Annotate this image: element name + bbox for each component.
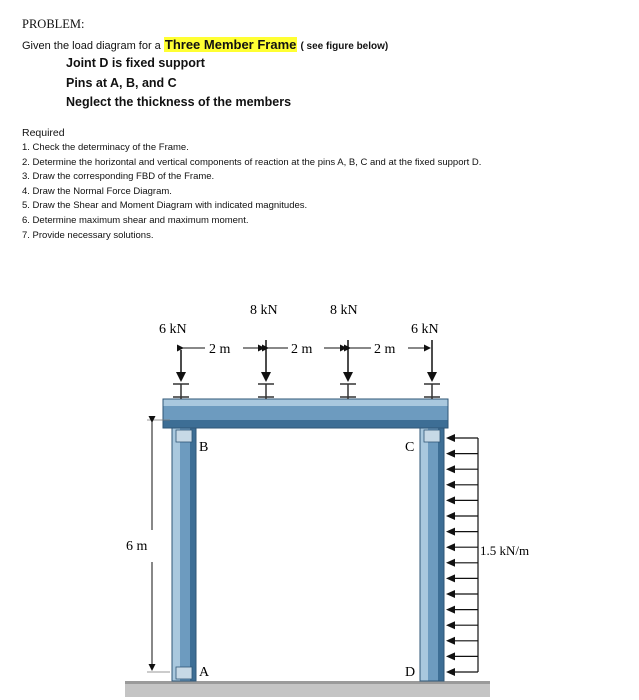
required-item: 6. Determine maximum shear and maximum moment. bbox=[22, 214, 249, 226]
beam-member bbox=[163, 399, 448, 428]
distributed-load-arrowhead bbox=[446, 621, 455, 629]
distributed-load-arrowhead bbox=[446, 652, 455, 660]
spacing-label-1: 2 m bbox=[209, 342, 231, 357]
joint-label-c: C bbox=[405, 440, 415, 455]
ground bbox=[125, 683, 490, 697]
required-item: 2. Determine the horizontal and vertical components of reaction at the pins A, B, C and at the fixed support D. bbox=[22, 156, 482, 168]
required-item: 1. Check the determinacy of the Frame. bbox=[22, 142, 189, 153]
joint-label-d: D bbox=[405, 665, 416, 680]
point-load-3 bbox=[340, 340, 356, 399]
height-label: 6 m bbox=[126, 539, 148, 554]
distributed-load-arrowhead bbox=[446, 481, 455, 489]
distributed-load-arrowhead bbox=[446, 496, 455, 504]
required-item: 4. Draw the Normal Force Diagram. bbox=[22, 185, 172, 197]
required-item: 7. Provide necessary solutions. bbox=[22, 229, 154, 241]
distributed-load-arrowhead bbox=[446, 637, 455, 645]
distributed-load-arrowhead bbox=[446, 450, 455, 458]
condition-fixed-support: Joint D is fixed support bbox=[66, 56, 205, 70]
frame-title-highlight: Three Member Frame bbox=[164, 37, 297, 52]
right-column bbox=[420, 428, 444, 681]
distributed-load-arrowhead bbox=[446, 465, 455, 473]
spacing-label-3: 2 m bbox=[374, 342, 396, 357]
joint-label-a: A bbox=[199, 665, 210, 680]
required-item: 3. Draw the corresponding FBD of the Frame. bbox=[22, 171, 215, 183]
joint-label-b: B bbox=[199, 440, 209, 455]
required-label: Required bbox=[22, 127, 65, 139]
distributed-load-arrowhead bbox=[446, 512, 455, 520]
distributed-load-arrowhead bbox=[446, 559, 455, 567]
left-column bbox=[172, 428, 196, 681]
distributed-load-arrowhead bbox=[446, 574, 455, 582]
load-label-3: 8 kN bbox=[330, 303, 358, 318]
see-figure-note: ( see figure below) bbox=[300, 41, 389, 52]
load-label-4: 6 kN bbox=[411, 322, 439, 337]
distributed-load-arrowhead bbox=[446, 590, 455, 598]
condition-pins: Pins at A, B, and C bbox=[66, 76, 177, 90]
spacing-label-2: 2 m bbox=[291, 342, 313, 357]
distributed-load-arrowhead bbox=[446, 668, 455, 676]
height-dimension bbox=[147, 420, 170, 672]
point-load-4 bbox=[424, 340, 440, 399]
distributed-load bbox=[446, 434, 478, 676]
distributed-load-arrowhead bbox=[446, 606, 455, 614]
given-prefix: Given the load diagram for a bbox=[22, 40, 161, 52]
required-item: 5. Draw the Shear and Moment Diagram with indicated magnitudes. bbox=[22, 200, 308, 212]
distributed-load-label: 1.5 kN/m bbox=[480, 543, 530, 558]
condition-neglect-thickness: Neglect the thickness of the members bbox=[66, 95, 292, 109]
point-load-2 bbox=[258, 340, 274, 399]
point-load-1 bbox=[173, 350, 189, 399]
distributed-load-arrowhead bbox=[446, 434, 455, 442]
load-label-2: 8 kN bbox=[250, 303, 278, 318]
load-label-1: 6 kN bbox=[159, 322, 187, 337]
distributed-load-arrowhead bbox=[446, 543, 455, 551]
problem-label: PROBLEM: bbox=[22, 17, 85, 31]
distributed-load-arrowhead bbox=[446, 528, 455, 536]
